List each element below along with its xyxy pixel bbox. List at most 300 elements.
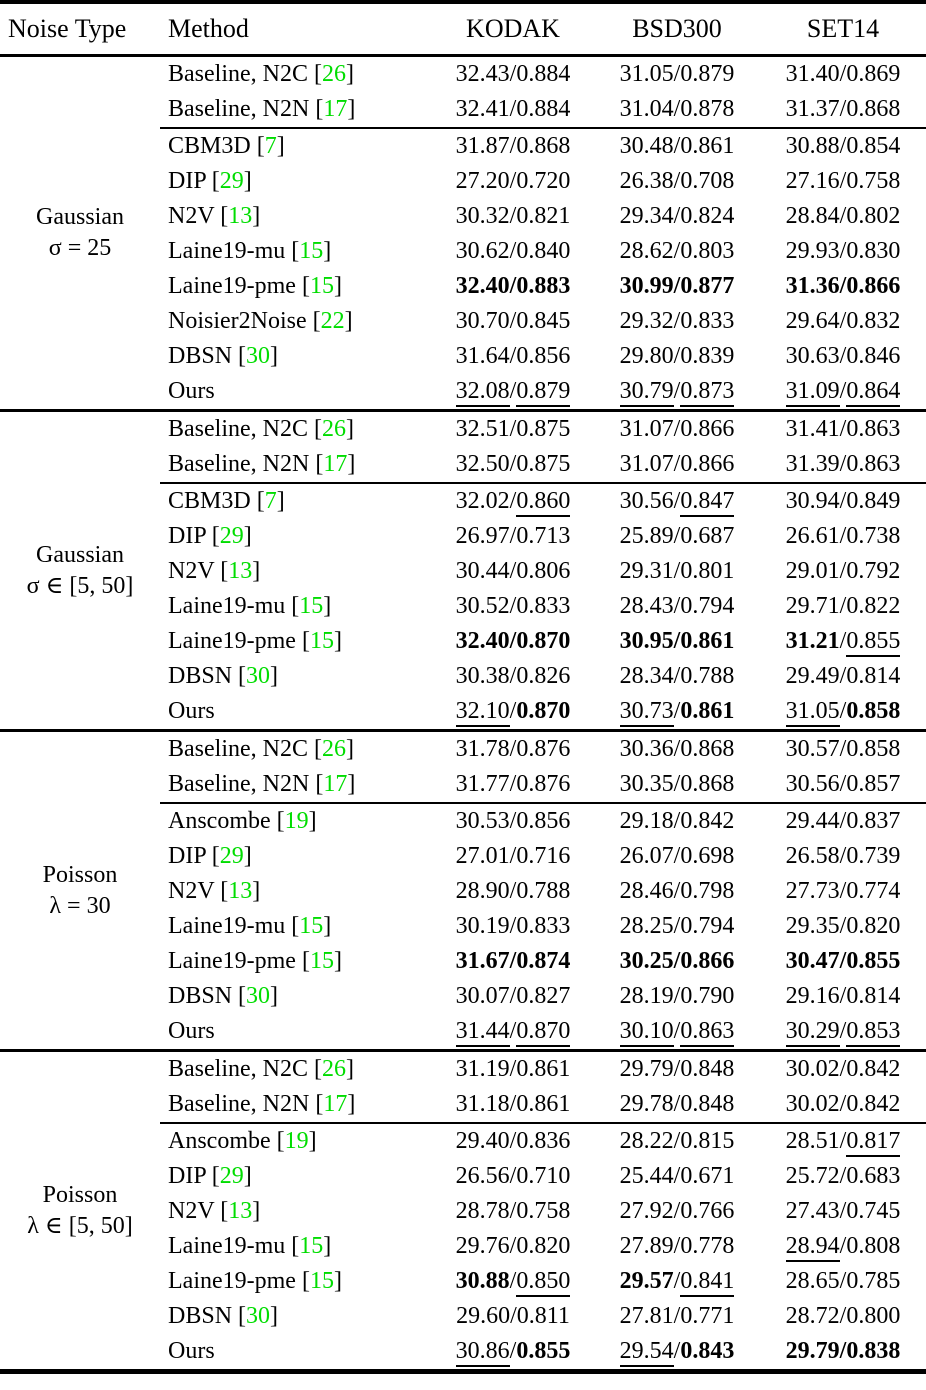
psnr-value: 31.21 bbox=[785, 628, 840, 654]
ssim-value: 0.774 bbox=[846, 878, 901, 904]
citation-ref: 30 bbox=[246, 343, 271, 369]
citation-ref: 19 bbox=[284, 1128, 309, 1154]
slash-separator: / bbox=[673, 913, 681, 939]
ssim-value: 0.861 bbox=[680, 628, 735, 654]
psnr-value: 32.02 bbox=[455, 488, 510, 514]
method-label: Baseline, N2N bbox=[168, 771, 310, 797]
citation-ref: 15 bbox=[299, 238, 324, 264]
psnr-value: 30.07 bbox=[455, 983, 510, 1009]
method-cell: N2V [13] bbox=[168, 1198, 261, 1224]
ssim-value: 0.884 bbox=[516, 61, 571, 87]
psnr-value: 29.79 bbox=[785, 1338, 840, 1364]
slash-separator: / bbox=[839, 168, 847, 194]
psnr-value: 27.92 bbox=[619, 1198, 674, 1224]
ssim-value: 0.857 bbox=[846, 771, 901, 797]
slash-separator: / bbox=[673, 593, 681, 619]
psnr-ssim-cell bbox=[432, 874, 594, 909]
method-label: Baseline, N2N bbox=[168, 451, 310, 477]
ssim-value: 0.800 bbox=[846, 1303, 901, 1329]
citation-ref: 7 bbox=[264, 488, 277, 514]
psnr-ssim-cell bbox=[594, 447, 760, 483]
slash-separator: / bbox=[509, 133, 517, 159]
method-label: Laine19-pme bbox=[168, 948, 296, 974]
psnr-value: 28.72 bbox=[785, 1303, 840, 1329]
psnr-value: 30.88 bbox=[785, 133, 840, 159]
psnr-value: 30.52 bbox=[455, 593, 510, 619]
slash-separator: / bbox=[509, 96, 517, 122]
slash-separator: / bbox=[673, 61, 681, 87]
citation-ref: 30 bbox=[246, 983, 271, 1009]
psnr-value: 27.43 bbox=[785, 1198, 840, 1224]
psnr-ssim-cell bbox=[760, 731, 926, 768]
psnr-value: 25.72 bbox=[785, 1163, 840, 1189]
psnr-value: 29.44 bbox=[785, 808, 840, 834]
psnr-ssim-cell bbox=[594, 1123, 760, 1159]
psnr-value: 29.54 bbox=[620, 1338, 674, 1367]
psnr-ssim-cell bbox=[594, 164, 760, 199]
slash-separator: / bbox=[673, 416, 681, 442]
slash-separator: / bbox=[839, 771, 847, 797]
slash-separator: / bbox=[839, 1163, 847, 1189]
citation-ref: 15 bbox=[309, 948, 334, 974]
method-label: Laine19-mu bbox=[168, 238, 286, 264]
citation-ref: 13 bbox=[228, 203, 253, 229]
method-row bbox=[0, 1051, 926, 1088]
method-cell: Baseline, N2C [26] bbox=[160, 411, 432, 448]
psnr-ssim-cell bbox=[594, 767, 760, 803]
psnr-value: 31.19 bbox=[455, 1056, 510, 1082]
method-label: DIP bbox=[168, 843, 206, 869]
slash-separator: / bbox=[673, 238, 681, 264]
method-cell: Noisier2Noise [22] bbox=[168, 308, 353, 334]
ssim-value: 0.868 bbox=[680, 771, 735, 797]
psnr-value: 29.64 bbox=[785, 308, 840, 334]
ssim-value: 0.848 bbox=[680, 1056, 735, 1082]
slash-separator: / bbox=[839, 378, 847, 404]
ssim-value: 0.863 bbox=[846, 416, 901, 442]
table-header bbox=[0, 2, 926, 56]
ssim-value: 0.853 bbox=[846, 1018, 900, 1047]
psnr-ssim-cell bbox=[760, 979, 926, 1014]
header-row bbox=[0, 2, 926, 56]
psnr-ssim-cell bbox=[432, 554, 594, 589]
ssim-value: 0.875 bbox=[516, 451, 571, 477]
psnr-ssim-cell bbox=[594, 589, 760, 624]
method-label: Baseline, N2N bbox=[168, 1091, 310, 1117]
citation-ref: 26 bbox=[321, 416, 346, 442]
slash-separator: / bbox=[673, 1163, 681, 1189]
psnr-ssim-cell bbox=[760, 1194, 926, 1229]
slash-separator: / bbox=[509, 808, 517, 834]
method-label: Anscombe bbox=[168, 1128, 271, 1154]
psnr-ssim-cell bbox=[760, 374, 926, 411]
ssim-value: 0.802 bbox=[846, 203, 901, 229]
method-label: DIP bbox=[168, 523, 206, 549]
method-cell bbox=[160, 694, 432, 731]
psnr-value: 29.57 bbox=[619, 1268, 674, 1294]
psnr-value: 28.62 bbox=[619, 238, 674, 264]
ssim-value: 0.687 bbox=[680, 523, 735, 549]
slash-separator: / bbox=[839, 1198, 847, 1224]
psnr-value: 30.86 bbox=[456, 1338, 510, 1367]
ssim-value: 0.868 bbox=[680, 736, 735, 762]
psnr-value: 26.97 bbox=[455, 523, 510, 549]
psnr-ssim-cell bbox=[760, 659, 926, 694]
psnr-value: 29.31 bbox=[619, 558, 674, 584]
psnr-ssim-cell bbox=[432, 1334, 594, 1372]
ssim-value: 0.861 bbox=[680, 133, 735, 159]
ssim-value: 0.739 bbox=[846, 843, 901, 869]
psnr-value: 29.34 bbox=[619, 203, 674, 229]
noise-type-line: Gaussian bbox=[36, 204, 124, 230]
psnr-value: 30.36 bbox=[619, 736, 674, 762]
method-cell: Baseline, N2N [17] bbox=[160, 447, 432, 483]
ssim-value: 0.870 bbox=[516, 1018, 570, 1047]
ssim-value: 0.790 bbox=[680, 983, 735, 1009]
method-cell: Anscombe [19] bbox=[168, 1128, 317, 1154]
ssim-value: 0.817 bbox=[846, 1128, 900, 1157]
citation-ref: 13 bbox=[228, 1198, 253, 1224]
table-body bbox=[0, 56, 926, 1372]
psnr-ssim-cell bbox=[432, 164, 594, 199]
ssim-value: 0.842 bbox=[846, 1056, 901, 1082]
ssim-value: 0.868 bbox=[846, 96, 901, 122]
psnr-ssim-cell bbox=[760, 92, 926, 128]
slash-separator: / bbox=[509, 913, 517, 939]
slash-separator: / bbox=[673, 451, 681, 477]
psnr-value: 28.22 bbox=[619, 1128, 674, 1154]
psnr-ssim-cell bbox=[432, 1229, 594, 1264]
psnr-ssim-cell bbox=[760, 1159, 926, 1194]
psnr-value: 30.10 bbox=[620, 1018, 674, 1047]
psnr-ssim-cell bbox=[760, 803, 926, 839]
psnr-value: 32.40 bbox=[455, 273, 510, 299]
slash-separator: / bbox=[509, 948, 517, 974]
psnr-value: 31.04 bbox=[619, 96, 674, 122]
psnr-value: 26.07 bbox=[619, 843, 674, 869]
slash-separator: / bbox=[839, 628, 847, 654]
slash-separator: / bbox=[673, 808, 681, 834]
psnr-ssim-cell bbox=[432, 234, 594, 269]
method-cell: Laine19-mu [15] bbox=[168, 238, 332, 264]
ssim-value: 0.808 bbox=[846, 1233, 901, 1259]
ssim-value: 0.870 bbox=[516, 698, 571, 724]
psnr-ssim-cell bbox=[760, 1299, 926, 1334]
ssim-value: 0.874 bbox=[516, 948, 571, 974]
ssim-value: 0.811 bbox=[516, 1303, 570, 1329]
ssim-value: 0.671 bbox=[680, 1163, 735, 1189]
psnr-ssim-cell bbox=[432, 128, 594, 164]
psnr-ssim-cell bbox=[432, 1051, 594, 1088]
ssim-value: 0.855 bbox=[516, 1338, 571, 1364]
slash-separator: / bbox=[839, 61, 847, 87]
method-cell: DBSN [30] bbox=[168, 983, 279, 1009]
ssim-value: 0.794 bbox=[680, 913, 735, 939]
ssim-value: 0.869 bbox=[846, 61, 901, 87]
psnr-value: 29.93 bbox=[785, 238, 840, 264]
ssim-value: 0.803 bbox=[680, 238, 735, 264]
psnr-value: 28.34 bbox=[619, 663, 674, 689]
method-cell: Baseline, N2C [26] bbox=[160, 731, 432, 768]
psnr-value: 31.40 bbox=[785, 61, 840, 87]
psnr-ssim-cell bbox=[760, 1334, 926, 1372]
psnr-value: 31.39 bbox=[785, 451, 840, 477]
method-cell: DBSN [30] bbox=[168, 663, 279, 689]
psnr-value: 32.43 bbox=[455, 61, 510, 87]
slash-separator: / bbox=[839, 736, 847, 762]
citation-ref: 29 bbox=[219, 843, 244, 869]
psnr-value: 27.81 bbox=[619, 1303, 674, 1329]
slash-separator: / bbox=[839, 913, 847, 939]
citation-ref: 13 bbox=[228, 878, 253, 904]
slash-separator: / bbox=[509, 273, 517, 299]
method-row bbox=[0, 56, 926, 93]
psnr-value: 27.20 bbox=[455, 168, 510, 194]
psnr-value: 30.57 bbox=[785, 736, 840, 762]
psnr-value: 30.88 bbox=[455, 1268, 510, 1294]
method-label: Ours bbox=[168, 698, 215, 724]
citation-ref: 22 bbox=[320, 308, 345, 334]
method-cell: Baseline, N2N [17] bbox=[160, 767, 432, 803]
slash-separator: / bbox=[509, 698, 517, 724]
psnr-value: 31.64 bbox=[455, 343, 510, 369]
slash-separator: / bbox=[509, 451, 517, 477]
slash-separator: / bbox=[839, 1268, 847, 1294]
method-label: DBSN bbox=[168, 983, 233, 1009]
psnr-value: 32.51 bbox=[455, 416, 510, 442]
psnr-ssim-cell bbox=[760, 1014, 926, 1051]
psnr-value: 26.61 bbox=[785, 523, 840, 549]
ssim-value: 0.814 bbox=[846, 983, 901, 1009]
psnr-value: 26.58 bbox=[785, 843, 840, 869]
psnr-value: 28.65 bbox=[785, 1268, 840, 1294]
psnr-ssim-cell bbox=[594, 1051, 760, 1088]
psnr-ssim-cell bbox=[432, 731, 594, 768]
slash-separator: / bbox=[509, 878, 517, 904]
psnr-value: 27.89 bbox=[619, 1233, 674, 1259]
psnr-ssim-cell bbox=[594, 554, 760, 589]
ssim-value: 0.778 bbox=[680, 1233, 735, 1259]
psnr-ssim-cell bbox=[432, 1264, 594, 1299]
citation-ref: 17 bbox=[323, 96, 348, 122]
psnr-value: 30.63 bbox=[785, 343, 840, 369]
citation-ref: 17 bbox=[323, 451, 348, 477]
psnr-ssim-cell bbox=[594, 339, 760, 374]
slash-separator: / bbox=[839, 416, 847, 442]
ssim-value: 0.758 bbox=[516, 1198, 571, 1224]
slash-separator: / bbox=[509, 558, 517, 584]
ssim-value: 0.832 bbox=[846, 308, 901, 334]
method-row bbox=[0, 731, 926, 768]
psnr-value: 29.79 bbox=[619, 1056, 674, 1082]
ssim-value: 0.716 bbox=[516, 843, 571, 869]
citation-ref: 30 bbox=[246, 663, 271, 689]
method-cell: Laine19-mu [15] bbox=[168, 913, 332, 939]
slash-separator: / bbox=[839, 1338, 847, 1364]
ssim-value: 0.794 bbox=[680, 593, 735, 619]
ssim-value: 0.758 bbox=[846, 168, 901, 194]
psnr-ssim-cell bbox=[594, 909, 760, 944]
psnr-value: 29.40 bbox=[455, 1128, 510, 1154]
psnr-ssim-cell bbox=[432, 1123, 594, 1159]
slash-separator: / bbox=[673, 1268, 681, 1294]
psnr-ssim-cell bbox=[594, 234, 760, 269]
ssim-value: 0.866 bbox=[846, 273, 901, 299]
psnr-value: 31.18 bbox=[455, 1091, 510, 1117]
method-cell: Baseline, N2N [17] bbox=[160, 92, 432, 128]
psnr-ssim-cell bbox=[594, 944, 760, 979]
psnr-ssim-cell bbox=[432, 374, 594, 411]
slash-separator: / bbox=[673, 558, 681, 584]
slash-separator: / bbox=[509, 523, 517, 549]
method-label: DIP bbox=[168, 168, 206, 194]
ssim-value: 0.842 bbox=[680, 808, 735, 834]
noise-type-line: λ ∈ [5, 50] bbox=[27, 1212, 133, 1239]
psnr-ssim-cell bbox=[432, 589, 594, 624]
method-cell: N2V [13] bbox=[168, 878, 261, 904]
psnr-ssim-cell bbox=[594, 411, 760, 448]
psnr-ssim-cell bbox=[594, 128, 760, 164]
psnr-ssim-cell bbox=[760, 519, 926, 554]
ssim-value: 0.788 bbox=[680, 663, 735, 689]
psnr-value: 30.62 bbox=[455, 238, 510, 264]
slash-separator: / bbox=[673, 1091, 681, 1117]
psnr-value: 29.78 bbox=[619, 1091, 674, 1117]
ssim-value: 0.858 bbox=[846, 698, 901, 724]
psnr-value: 31.87 bbox=[455, 133, 510, 159]
ssim-value: 0.860 bbox=[516, 488, 570, 517]
ssim-value: 0.833 bbox=[680, 308, 735, 334]
psnr-ssim-cell bbox=[760, 483, 926, 519]
ssim-value: 0.708 bbox=[680, 168, 735, 194]
slash-separator: / bbox=[839, 1056, 847, 1082]
method-cell: Laine19-pme [15] bbox=[168, 948, 342, 974]
psnr-ssim-cell bbox=[594, 92, 760, 128]
ssim-value: 0.843 bbox=[680, 1338, 735, 1364]
psnr-ssim-cell bbox=[760, 839, 926, 874]
method-cell: N2V [13] bbox=[168, 203, 261, 229]
method-cell: Anscombe [19] bbox=[168, 808, 317, 834]
method-label: DBSN bbox=[168, 663, 233, 689]
ssim-value: 0.785 bbox=[846, 1268, 901, 1294]
psnr-value: 32.50 bbox=[455, 451, 510, 477]
method-label: N2V bbox=[168, 558, 215, 584]
slash-separator: / bbox=[509, 61, 517, 87]
slash-separator: / bbox=[673, 343, 681, 369]
ssim-value: 0.845 bbox=[516, 308, 571, 334]
ssim-value: 0.838 bbox=[846, 1338, 901, 1364]
ssim-value: 0.792 bbox=[846, 558, 901, 584]
psnr-ssim-cell bbox=[432, 304, 594, 339]
psnr-ssim-cell bbox=[432, 92, 594, 128]
method-label: Laine19-mu bbox=[168, 913, 286, 939]
ssim-value: 0.855 bbox=[846, 948, 901, 974]
ssim-value: 0.856 bbox=[516, 808, 571, 834]
citation-ref: 13 bbox=[228, 558, 253, 584]
slash-separator: / bbox=[673, 1128, 681, 1154]
psnr-value: 29.76 bbox=[455, 1233, 510, 1259]
slash-separator: / bbox=[509, 1091, 517, 1117]
method-label: N2V bbox=[168, 878, 215, 904]
slash-separator: / bbox=[509, 771, 517, 797]
ssim-value: 0.840 bbox=[516, 238, 571, 264]
slash-separator: / bbox=[839, 698, 847, 724]
psnr-ssim-cell bbox=[760, 1123, 926, 1159]
psnr-ssim-cell bbox=[594, 1087, 760, 1123]
ssim-value: 0.866 bbox=[680, 948, 735, 974]
citation-ref: 7 bbox=[264, 133, 277, 159]
method-label: Noisier2Noise bbox=[168, 308, 307, 334]
psnr-value: 31.05 bbox=[619, 61, 674, 87]
psnr-ssim-cell bbox=[760, 164, 926, 199]
psnr-ssim-cell bbox=[432, 1014, 594, 1051]
psnr-ssim-cell bbox=[760, 909, 926, 944]
ssim-value: 0.824 bbox=[680, 203, 735, 229]
slash-separator: / bbox=[839, 878, 847, 904]
psnr-value: 31.09 bbox=[786, 378, 840, 407]
citation-ref: 26 bbox=[321, 61, 346, 87]
psnr-value: 32.41 bbox=[455, 96, 510, 122]
ssim-value: 0.879 bbox=[680, 61, 735, 87]
ssim-value: 0.837 bbox=[846, 808, 901, 834]
noise-type-cell bbox=[0, 1051, 160, 1372]
slash-separator: / bbox=[839, 238, 847, 264]
psnr-ssim-cell bbox=[594, 1229, 760, 1264]
ssim-value: 0.861 bbox=[516, 1056, 571, 1082]
slash-separator: / bbox=[673, 96, 681, 122]
method-label: Baseline, N2C bbox=[168, 1056, 308, 1082]
slash-separator: / bbox=[509, 238, 517, 264]
psnr-ssim-cell bbox=[432, 1159, 594, 1194]
slash-separator: / bbox=[839, 523, 847, 549]
method-label: Anscombe bbox=[168, 808, 271, 834]
psnr-ssim-cell bbox=[594, 199, 760, 234]
ssim-value: 0.861 bbox=[680, 698, 735, 724]
slash-separator: / bbox=[673, 983, 681, 1009]
ssim-value: 0.771 bbox=[680, 1303, 735, 1329]
method-label: DBSN bbox=[168, 343, 233, 369]
psnr-value: 28.19 bbox=[619, 983, 674, 1009]
method-cell: DIP [29] bbox=[168, 523, 252, 549]
ssim-value: 0.745 bbox=[846, 1198, 901, 1224]
ssim-value: 0.788 bbox=[516, 878, 571, 904]
citation-ref: 30 bbox=[246, 1303, 271, 1329]
method-cell: Laine19-mu [15] bbox=[168, 593, 332, 619]
psnr-ssim-cell bbox=[760, 234, 926, 269]
slash-separator: / bbox=[673, 1338, 681, 1364]
method-cell: CBM3D [7] bbox=[168, 133, 285, 159]
psnr-ssim-cell bbox=[594, 694, 760, 731]
ssim-value: 0.878 bbox=[680, 96, 735, 122]
ssim-value: 0.698 bbox=[680, 843, 735, 869]
method-cell: Baseline, N2C [26] bbox=[160, 56, 432, 93]
psnr-ssim-cell bbox=[760, 944, 926, 979]
ssim-value: 0.858 bbox=[846, 736, 901, 762]
slash-separator: / bbox=[673, 736, 681, 762]
noise-type-line: σ = 25 bbox=[48, 235, 112, 261]
slash-separator: / bbox=[509, 416, 517, 442]
psnr-ssim-cell bbox=[432, 447, 594, 483]
psnr-ssim-cell bbox=[594, 269, 760, 304]
slash-separator: / bbox=[673, 133, 681, 159]
ssim-value: 0.806 bbox=[516, 558, 571, 584]
slash-separator: / bbox=[839, 843, 847, 869]
ssim-value: 0.766 bbox=[680, 1198, 735, 1224]
ssim-value: 0.710 bbox=[516, 1163, 571, 1189]
method-label: DBSN bbox=[168, 1303, 233, 1329]
slash-separator: / bbox=[509, 378, 517, 404]
slash-separator: / bbox=[673, 1303, 681, 1329]
